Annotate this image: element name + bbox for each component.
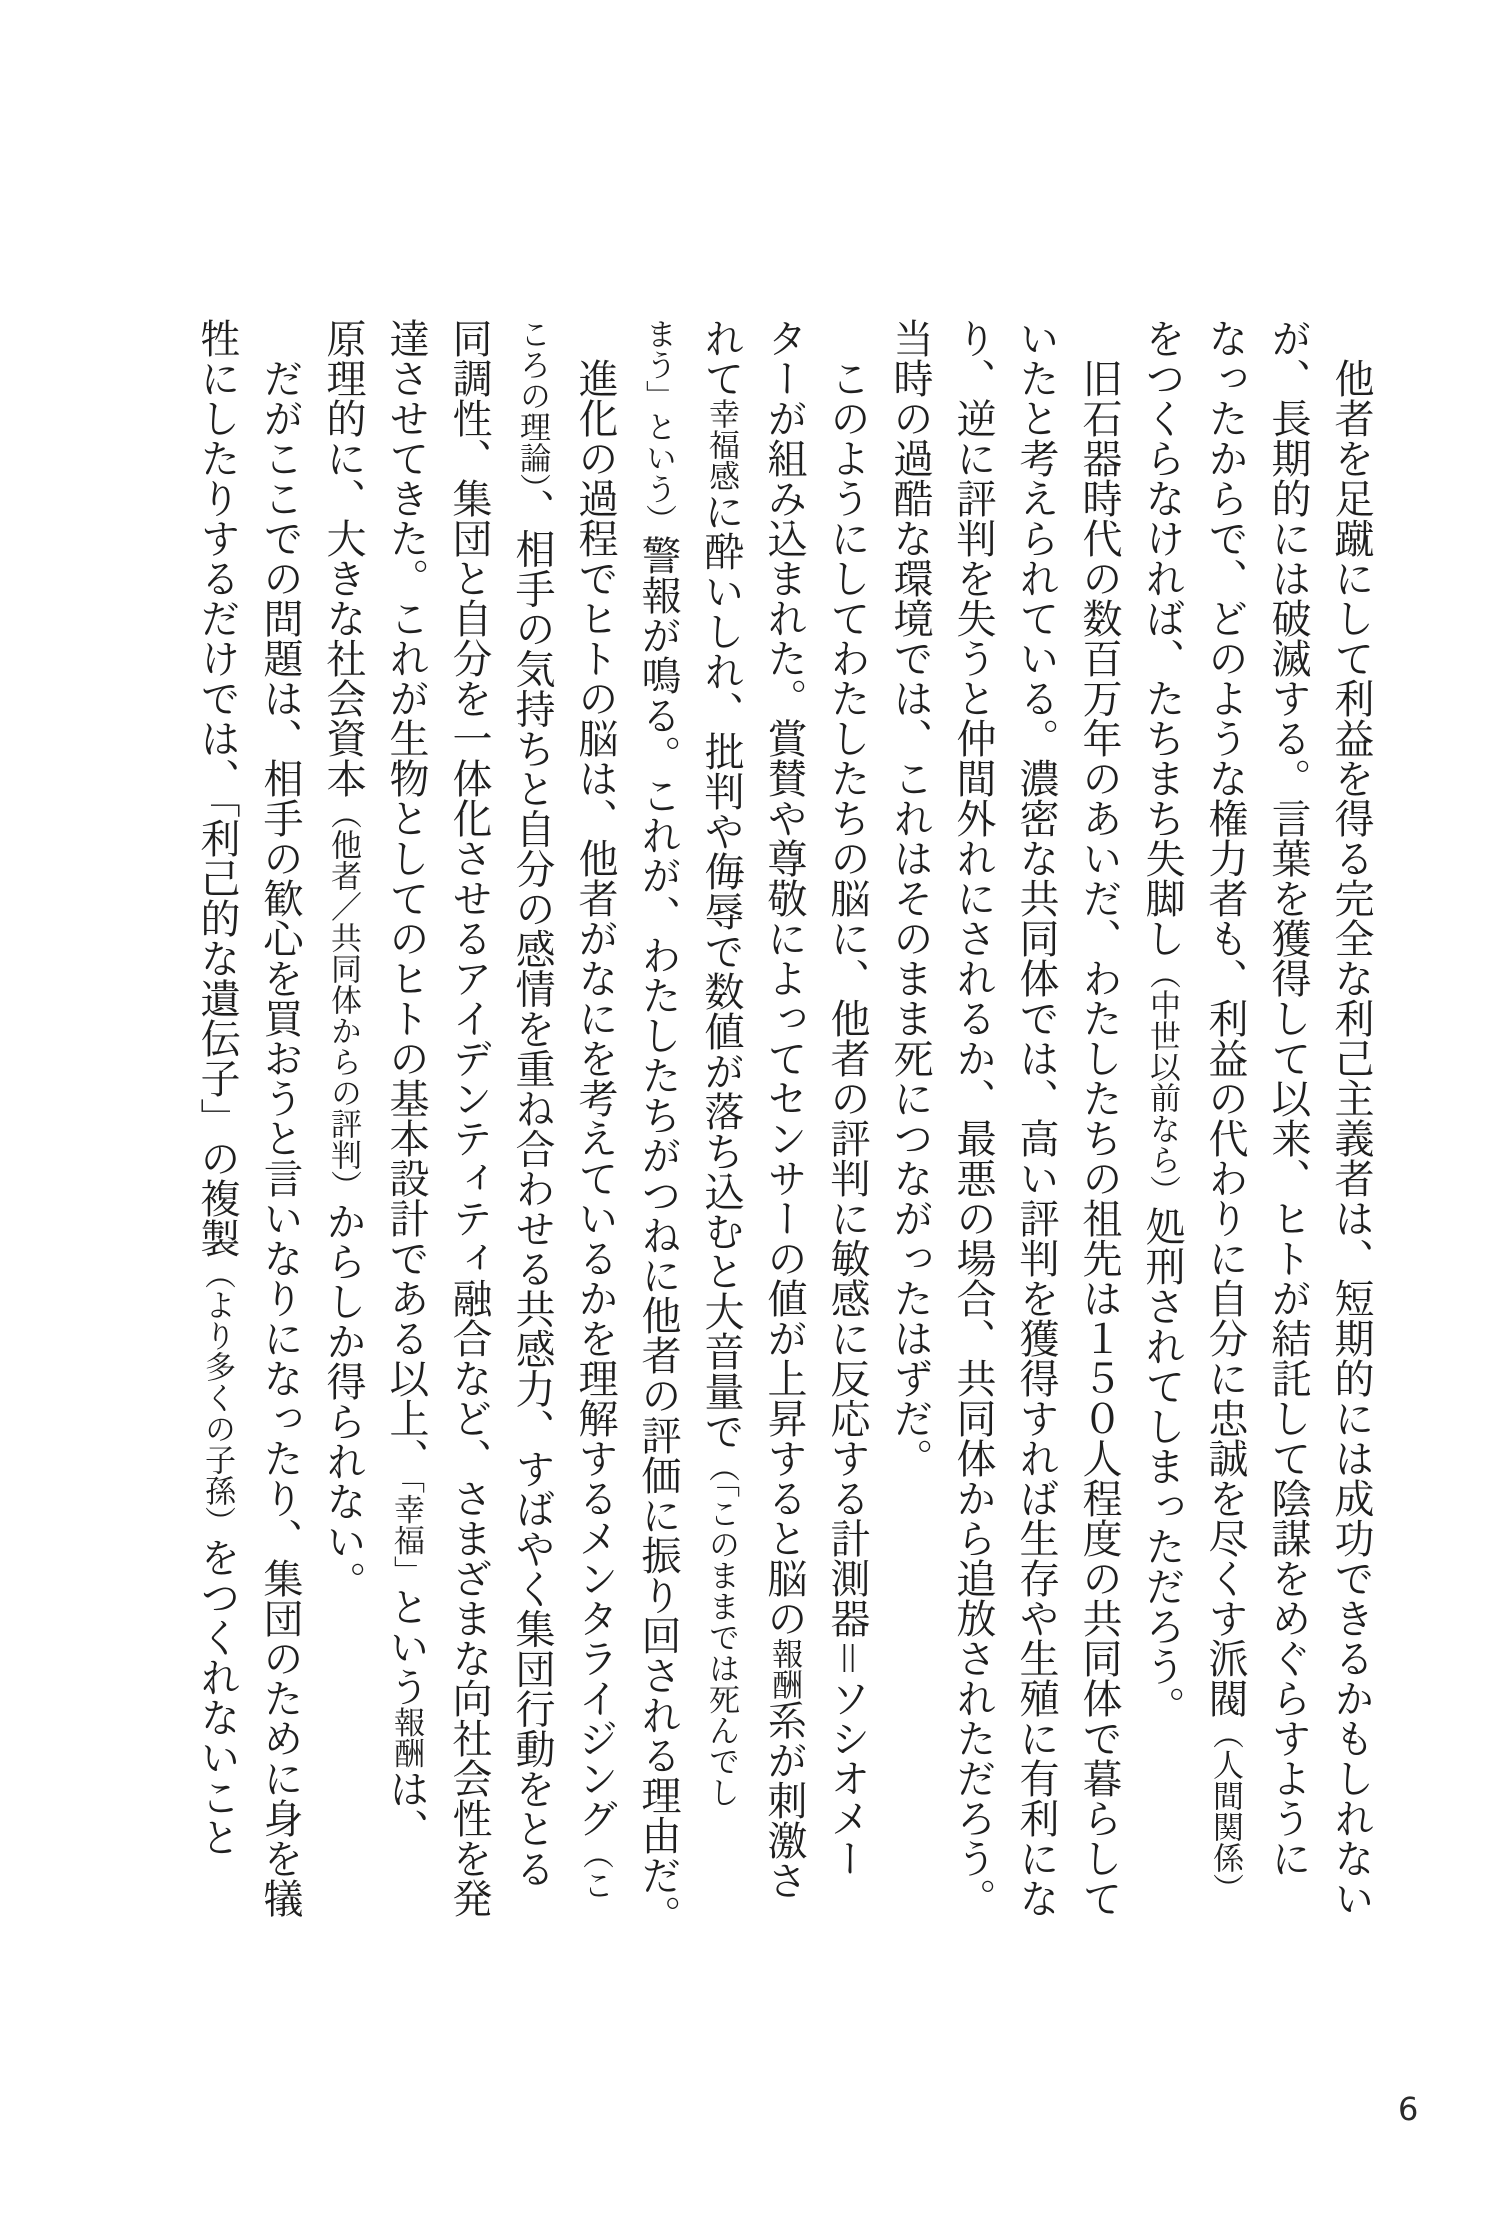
text-segment-small: 「幸福」 [388,1478,424,1587]
text-column [1193,318,1256,1938]
text-segment-small: （より多くの子孫） [199,1258,235,1537]
text-segment: 他者を足蹴にして利益を得る完全な利己主義者は、短期的には成功できるかもしれない [1328,318,1374,1918]
text-segment-small: 報酬 [766,1638,802,1700]
text-segment: ターが組み込まれた。賞賛や尊敬によってセンサーの値が上昇すると脳の [761,318,807,1638]
text-segment-small: ころの理論） [514,318,550,489]
text-column [752,318,815,1938]
text-segment: り、逆に評判を失うと仲間外れにされるか、最悪の場合、共同体から追放されただろう。 [950,318,996,1918]
text-segment: という [383,1586,429,1707]
text-segment: 達させてきた。これが生物としてのヒトの基本設計である以上、 [383,318,429,1478]
text-column [248,318,311,1938]
text-segment: れて [698,318,744,398]
text-segment: 処刑されてしまっただろう。 [1139,1206,1185,1726]
text-segment: をつくれないこと [194,1537,240,1857]
text-column [815,318,878,1938]
text-segment-small: 報酬 [388,1706,424,1769]
text-column [1256,318,1319,1938]
text-column [1130,318,1193,1938]
text-column [563,318,626,1938]
text-column [374,318,437,1938]
text-segment-small: （「このままでは死んでし [703,1451,739,1808]
text-column [878,318,941,1938]
text-column [437,318,500,1938]
text-segment: 進化の過程でヒトの脳は、他者がなにを考えているかを理解するメンタライジング [572,318,618,1838]
text-segment: 同調性、集団と自分を一体化させるアイデンティティ融合など、さまざまな向社会性を発 [446,318,492,1918]
text-segment: 牲にしたりするだけでは、「利己的な遺伝子」の複製 [194,318,240,1258]
text-segment: だがここでの問題は、相手の歓心を買おうと言いなりになったり、集団のために身を犠 [257,318,303,1918]
text-segment-small: まう」という） [640,318,676,535]
text-column [311,318,374,1938]
text-segment-small: （他者／共同体からの評判） [325,798,361,1201]
page-number: 6 [1398,2090,1419,2128]
text-segment-small: （人間関係） [1207,1718,1243,1904]
text-column [1004,318,1067,1938]
text-segment: 、相手の気持ちと自分の感情を重ね合わせる共感力、すばやく集団行動をとる [509,488,555,1889]
text-segment: 旧石器時代の数百万年のあいだ、わたしたちの祖先は１５０人程度の共同体で暮らして [1076,318,1122,1918]
text-column [1067,318,1130,1938]
text-segment: 系が刺激さ [761,1700,807,1900]
text-segment-small: （中世以前なら） [1144,958,1180,1206]
text-segment: なったからで、どのような権力者も、利益の代わりに自分に忠誠を尽くす派閥 [1202,318,1248,1718]
text-segment-small: 幸福感 [703,398,739,491]
text-segment: 原理的に、大きな社会資本 [320,318,366,798]
text-column [1319,318,1382,1938]
text-column [689,318,752,1938]
text-segment: このようにしてわたしたちの脳に、他者の評判に敏感に反応する計測器＝ソシオメー [824,318,870,1878]
text-column [185,318,248,1938]
text-column [941,318,1004,1938]
text-segment: は、 [383,1768,429,1849]
text-segment: 警報が鳴る。これが、わたしたちがつねに他者の評価に振り回される理由だ。 [635,535,681,1935]
text-column [500,318,563,1938]
text-column [626,318,689,1938]
text-segment: に酔いしれ、批判や侮辱で数値が落ち込むと大音量で [698,491,744,1451]
text-segment: が、長期的には破滅する。言葉を獲得して以来、ヒトが結託して陰謀をめぐらすように [1265,318,1311,1878]
text-segment: いたと考えられている。濃密な共同体では、高い評判を獲得すれば生存や生殖に有利にな [1013,318,1059,1918]
page-text [185,318,1382,1938]
text-segment: をつくらなければ、たちまち失脚し [1139,318,1185,958]
text-segment: からしか得られない。 [320,1201,366,1601]
text-segment-small: （こ [577,1838,613,1900]
text-segment: 当時の過酷な環境では、これはそのまま死につながったはずだ。 [887,318,933,1478]
